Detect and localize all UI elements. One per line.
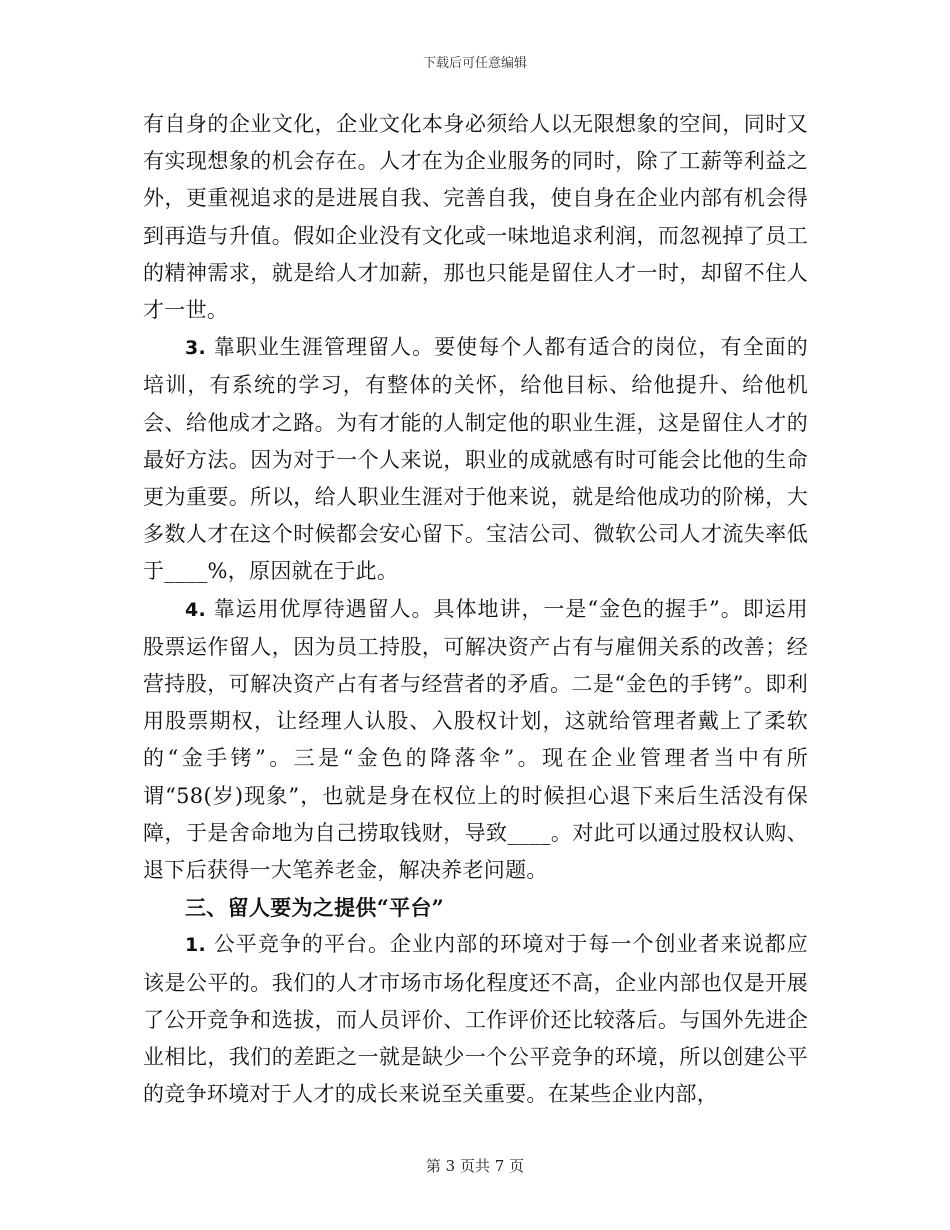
page-header: 下载后可任意编辑 [422, 56, 527, 71]
paragraph-text: 靠运用优厚待遇留人。具体地讲，一是“金色的握手”。即运用股票运作留人，因为员工持股，可解决资产占有与雇佣关系的改善；经营持股，可解决资产占有者与经营者的矛盾。二是“金色的手铐”。即利用股票期权，让经理人认股、入股权计划，这就给管理者戴上了柔软的“金手铐”。三是“金色的降落伞”。现在企业管理者当中有所谓“58(岁)现象”，也就是身在权位上的时候担心退下来后生活没有保障，于是舍命地为自己捞取钱财，导致____。对此可以通过股权认购、退下后获得一大笔养老金，解决养老问题。 [143, 596, 808, 883]
paragraph-benefits [143, 591, 808, 890]
list-number: 4. [185, 598, 207, 621]
paragraph-fair-competition [143, 926, 808, 1113]
section-heading: 三、留人要为之提供“平台” [185, 895, 445, 921]
list-number: 3. [185, 337, 207, 360]
page-footer: 第 3 页共 7 页 [425, 1157, 525, 1175]
list-number: 1. [185, 934, 207, 957]
paragraph-text: 公平竞争的平台。企业内部的环境对于每一个创业者来说都应该是公平的。我们的人才市场市场化程度还不高，企业内部也仅是开展了公开竞争和选拔，而人员评价、工作评价还比较落后。与国外先进企业相比，我们的差距之一就是缺少一个公平竞争的环境，所以创建公平的竞争环境对于人才的成长来说至关重要。在某些企业内部， [143, 932, 808, 1107]
paragraph-text: 靠职业生涯管理留人。要使每个人都有适合的岗位，有全面的培训，有系统的学习，有整体的关怀，给他目标、给他提升、给他机会、给他成才之路。为有才能的人制定他的职业生涯，这是留住人才的最好方法。因为对于一个人来说，职业的成就感有时可能会比他的生命更为重要。所以，给人职业生涯对于他来说，就是给他成功的阶梯，大多数人才在这个时候都会安心留下。宝洁公司、微软公司人才流失率低于____%，原因就在于此。 [143, 335, 808, 584]
document-body [143, 106, 808, 1113]
paragraph-text: 有自身的企业文化，企业文化本身必须给人以无限想象的空间，同时又有实现想象的机会存在。人才在为企业服务的同时，除了工薪等利益之外，更重视追求的是进展自我、完善自我，使自身在企业内部有机会得到再造与升值。假如企业没有文化或一味地追求利润，而忽视掉了员工的精神需求，就是给人才加薪，那也只能是留住人才一时，却留不住人才一世。 [143, 112, 808, 323]
paragraph-career-management [143, 329, 808, 590]
paragraph-culture [143, 106, 808, 329]
